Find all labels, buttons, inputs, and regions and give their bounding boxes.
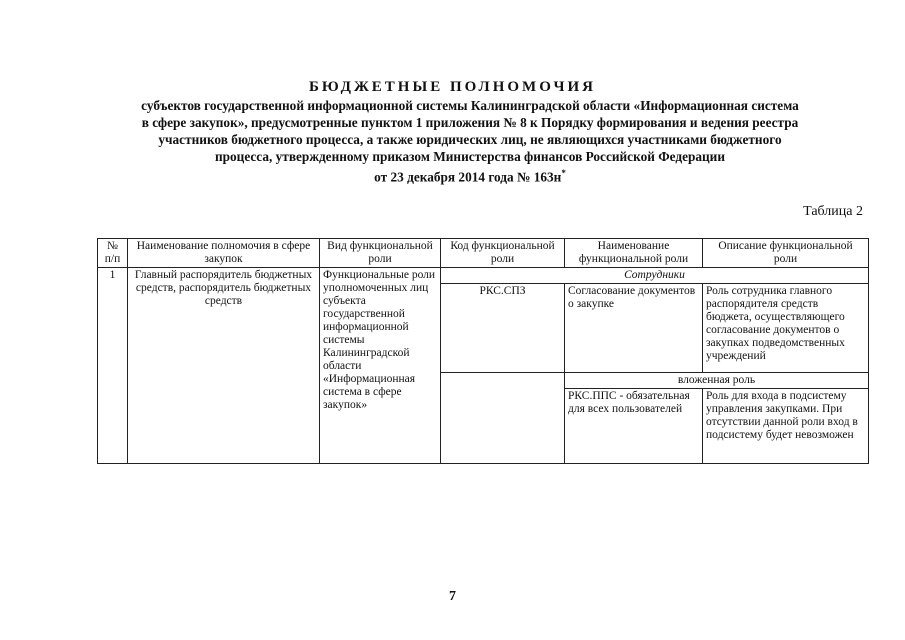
subtitle-line: участников бюджетного процесса, а также юридических лиц, не являющихся участниками бюджетного — [158, 132, 782, 147]
cell-num: 1 — [98, 268, 128, 464]
header-role-name: Наименование функциональной роли — [565, 239, 703, 268]
document-title: БЮДЖЕТНЫЕ ПОЛНОМОЧИЯ — [308, 79, 597, 95]
cell-code-blank — [441, 373, 565, 389]
table-row — [98, 268, 869, 284]
subtitle-line-last — [95, 165, 845, 185]
header-authority: Наименование полномочия в сфере закупок — [128, 239, 320, 268]
header-role-code: Код функциональной роли — [441, 239, 565, 268]
cell-name-2: РКС.ППС - обязательная для всех пользователей — [565, 389, 703, 464]
cell-role-type: Функциональные роли уполномоченных лиц субъекта государственной информационной системы Калининградской области «Информационная система в сфере закупок» — [320, 268, 441, 464]
cell-name-1: Согласование документов о закупке — [565, 284, 703, 373]
cell-desc-1: Роль сотрудника главного распорядителя средств бюджета, осуществляющего согласование документов о закупках подведомственных учреждений — [703, 284, 869, 373]
header-role-desc: Описание функциональной роли — [703, 239, 869, 268]
subtitle-line: процесса, утвержденному приказом Министерства финансов Российской Федерации — [214, 149, 726, 164]
subtitle-line: субъектов государственной информационной системы Калининградской области «Информационная система — [141, 98, 799, 113]
cell-code-2 — [441, 389, 565, 464]
subtitle-date: от 23 декабря 2014 года № 163н — [374, 169, 562, 185]
header-num: № п/п — [98, 239, 128, 268]
document-subtitle — [95, 97, 845, 185]
footnote-mark: * — [561, 168, 566, 178]
section-staff: Сотрудники — [441, 268, 869, 284]
subtitle-line: в сфере закупок», предусмотренные пунктом 1 приложения № 8 к Порядку формирования и ведения реестра — [141, 115, 799, 130]
table-header-row — [98, 239, 869, 268]
page-number: 7 — [449, 589, 456, 604]
table-label: Таблица 2 — [803, 204, 863, 219]
section-nested: вложенная роль — [565, 373, 869, 389]
cell-authority: Главный распорядитель бюджетных средств, распорядитель бюджетных средств — [128, 268, 320, 464]
authority-table — [97, 238, 869, 464]
cell-code-1: РКС.СПЗ — [441, 284, 565, 373]
cell-desc-2: Роль для входа в подсистему управления закупками. При отсутствии данной роли вход в подсистему будет невозможен — [703, 389, 869, 464]
header-role-type: Вид функциональной роли — [320, 239, 441, 268]
